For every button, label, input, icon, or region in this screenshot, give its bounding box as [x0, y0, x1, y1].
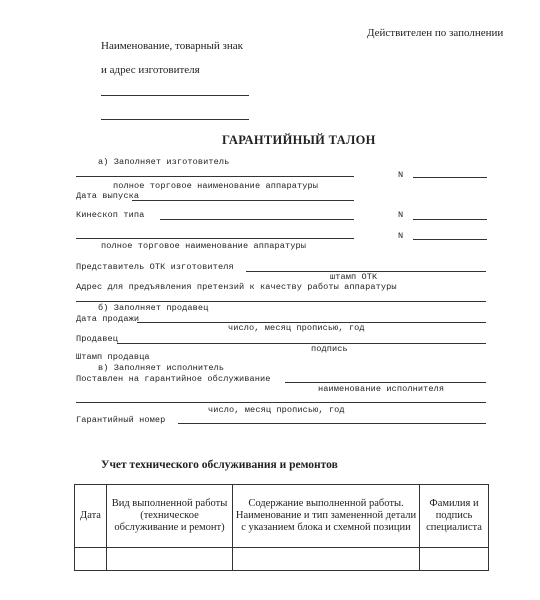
warranty-number-label: Гарантийный номер	[76, 415, 166, 425]
full-name-caption-1: полное торговое наименование аппаратуры	[113, 181, 319, 191]
device-name-field[interactable]	[76, 176, 354, 177]
seller-label: Продавец	[76, 334, 119, 344]
number-field-1[interactable]	[413, 177, 487, 178]
number-label-1: N	[398, 170, 404, 180]
column-header-specialist: Фамилия и подпись специалиста	[420, 485, 489, 548]
maintenance-table	[74, 484, 489, 571]
otk-label: Представитель ОТК изготовителя	[76, 262, 234, 272]
device-name-field-2[interactable]	[76, 238, 354, 239]
manufacturer-label-line2: и адрес изготовителя	[101, 64, 200, 76]
sale-date-label: Дата продажи	[76, 314, 140, 324]
full-name-caption-2: полное торговое наименование аппаратуры	[101, 241, 307, 251]
maintenance-heading: Учет технического обслуживания и ремонтов	[101, 459, 338, 471]
number-label-3: N	[398, 231, 404, 241]
executor-field[interactable]	[285, 382, 486, 383]
seller-stamp-label: Штамп продавца	[76, 352, 150, 362]
sale-date-caption: число, месяц прописью, год	[228, 323, 365, 333]
table-header-row	[75, 485, 489, 548]
seller-field[interactable]	[117, 343, 486, 344]
otk-stamp-caption: штамп ОТК	[330, 272, 378, 282]
number-field-3[interactable]	[413, 239, 487, 240]
service-date-field[interactable]	[76, 402, 486, 403]
section-a-heading: а) Заполняет изготовитель	[98, 157, 230, 167]
manufacturer-blank-line-2[interactable]	[101, 119, 249, 120]
signature-caption: подпись	[311, 344, 348, 354]
service-label: Поставлен на гарантийное обслуживание	[76, 374, 271, 384]
number-field-2[interactable]	[413, 219, 487, 220]
column-header-work-type: Вид выполненной работы (техническое обслуживание и ремонт)	[107, 485, 233, 548]
table-row	[75, 548, 489, 571]
claims-address-field[interactable]	[76, 301, 486, 302]
kinescope-label: Кинескоп типа	[76, 210, 145, 220]
table-cell[interactable]	[420, 548, 489, 571]
table-cell[interactable]	[107, 548, 233, 571]
section-b-heading: б) Заполняет продавец	[98, 303, 209, 313]
table-cell[interactable]	[233, 548, 420, 571]
table-cell[interactable]	[75, 548, 107, 571]
column-header-date: Дата	[75, 485, 107, 548]
manufacturer-label-line1: Наименование, товарный знак	[101, 40, 243, 52]
warranty-number-field[interactable]	[178, 423, 486, 424]
validity-note: Действителен по заполнении	[367, 27, 504, 39]
manufacturer-blank-line-1[interactable]	[101, 95, 249, 96]
page-title: ГАРАНТИЙНЫЙ ТАЛОН	[222, 133, 376, 147]
section-c-heading: в) Заполняет исполнитель	[98, 363, 225, 373]
executor-caption: наименование исполнителя	[318, 384, 445, 394]
column-header-work-content: Содержание выполненной работы. Наименование и тип замененной детали с указанием блока и схемной позиции	[233, 485, 420, 548]
release-date-field[interactable]	[132, 200, 354, 201]
release-date-label: Дата выпуска	[76, 191, 140, 201]
number-label-2: N	[398, 210, 404, 220]
service-date-caption: число, месяц прописью, год	[208, 405, 345, 415]
claims-address-label: Адрес для предъявления претензий к качеству работы аппаратуры	[76, 282, 397, 292]
kinescope-field[interactable]	[160, 219, 354, 220]
